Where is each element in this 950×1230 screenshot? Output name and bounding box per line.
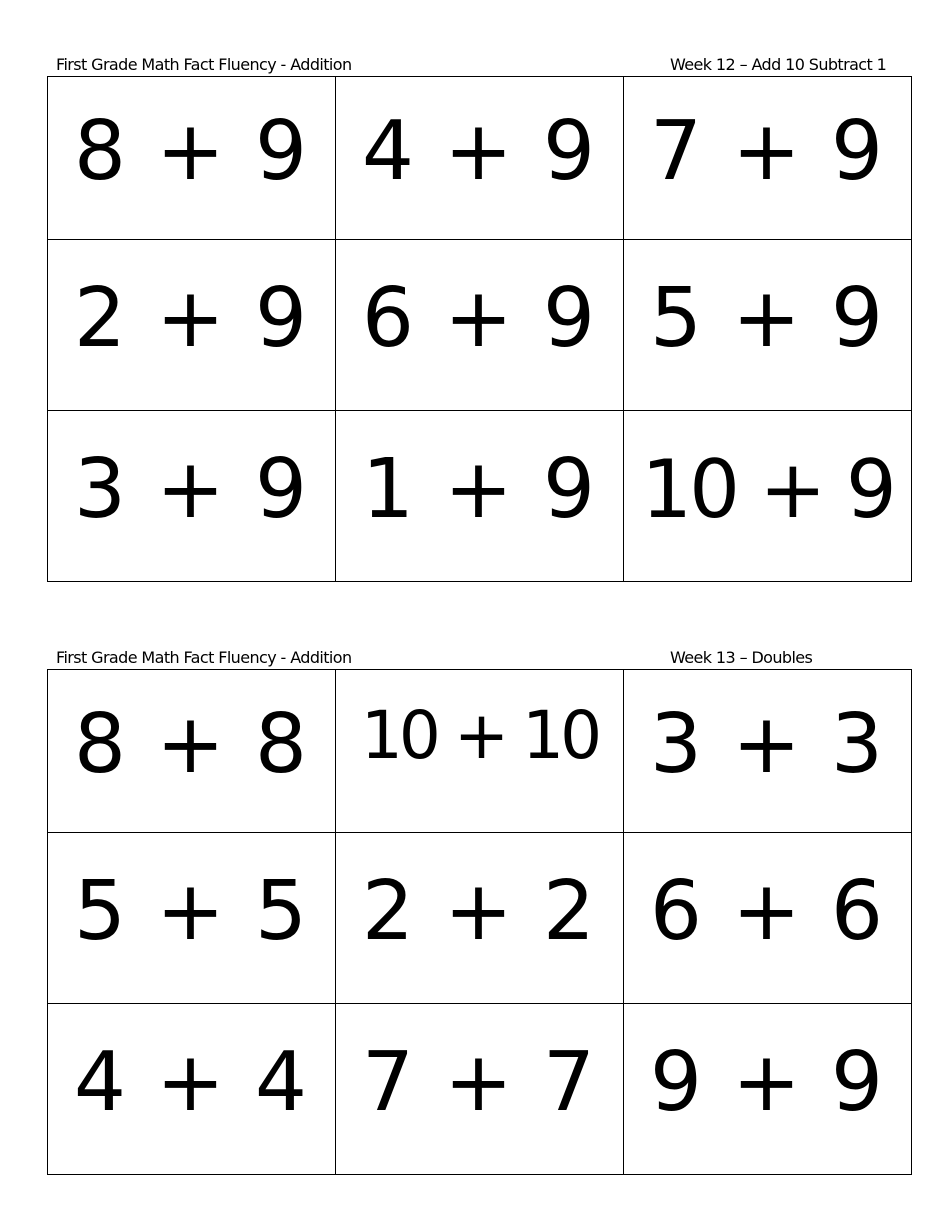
math-fact: 4 + 9 [361, 104, 598, 199]
flashcard-grid [47, 76, 912, 582]
sheet-title: First Grade Math Fact Fluency - Addition [56, 648, 352, 667]
flashcard [624, 77, 912, 240]
flashcard-sheet-week-13 [47, 647, 911, 1175]
flashcard [48, 833, 336, 1004]
math-fact: 4 + 4 [73, 1035, 310, 1130]
flashcard-sheet-week-12 [47, 54, 911, 582]
math-fact: 6 + 9 [361, 271, 598, 366]
flashcard [336, 833, 624, 1004]
math-fact: 10 + 10 [360, 697, 599, 774]
sheet-title: First Grade Math Fact Fluency - Addition [56, 55, 352, 74]
flashcard [624, 833, 912, 1004]
flashcard [336, 77, 624, 240]
flashcard-row [48, 670, 912, 833]
math-fact: 6 + 6 [649, 864, 886, 959]
flashcard [48, 77, 336, 240]
week-label: Week 12 – Add 10 Subtract 1 [670, 55, 887, 74]
math-fact: 10 + 9 [641, 443, 894, 536]
flashcard-row [48, 240, 912, 411]
flashcard [624, 1004, 912, 1175]
flashcard-row [48, 77, 912, 240]
math-fact: 3 + 3 [649, 697, 886, 792]
math-fact: 2 + 2 [361, 864, 598, 959]
math-fact: 7 + 9 [649, 104, 886, 199]
flashcard [336, 670, 624, 833]
math-fact: 5 + 9 [649, 271, 886, 366]
flashcard-row [48, 411, 912, 582]
flashcard [624, 240, 912, 411]
math-fact: 3 + 9 [73, 442, 310, 537]
week-label: Week 13 – Doubles [670, 648, 813, 667]
math-fact: 5 + 5 [73, 864, 310, 959]
flashcard [624, 670, 912, 833]
flashcard [336, 411, 624, 582]
sheet-header [47, 54, 911, 76]
flashcard [48, 1004, 336, 1175]
flashcard-grid [47, 669, 912, 1175]
flashcard [624, 411, 912, 582]
math-fact: 8 + 9 [73, 104, 310, 199]
flashcard [48, 670, 336, 833]
flashcard [336, 240, 624, 411]
math-fact: 9 + 9 [649, 1035, 886, 1130]
flashcard [48, 240, 336, 411]
math-fact: 7 + 7 [361, 1035, 598, 1130]
math-fact: 1 + 9 [361, 442, 598, 537]
sheet-header [47, 647, 911, 669]
flashcard-row [48, 1004, 912, 1175]
flashcard-row [48, 833, 912, 1004]
flashcard [336, 1004, 624, 1175]
math-fact: 8 + 8 [73, 697, 310, 792]
flashcard [48, 411, 336, 582]
math-fact: 2 + 9 [73, 271, 310, 366]
